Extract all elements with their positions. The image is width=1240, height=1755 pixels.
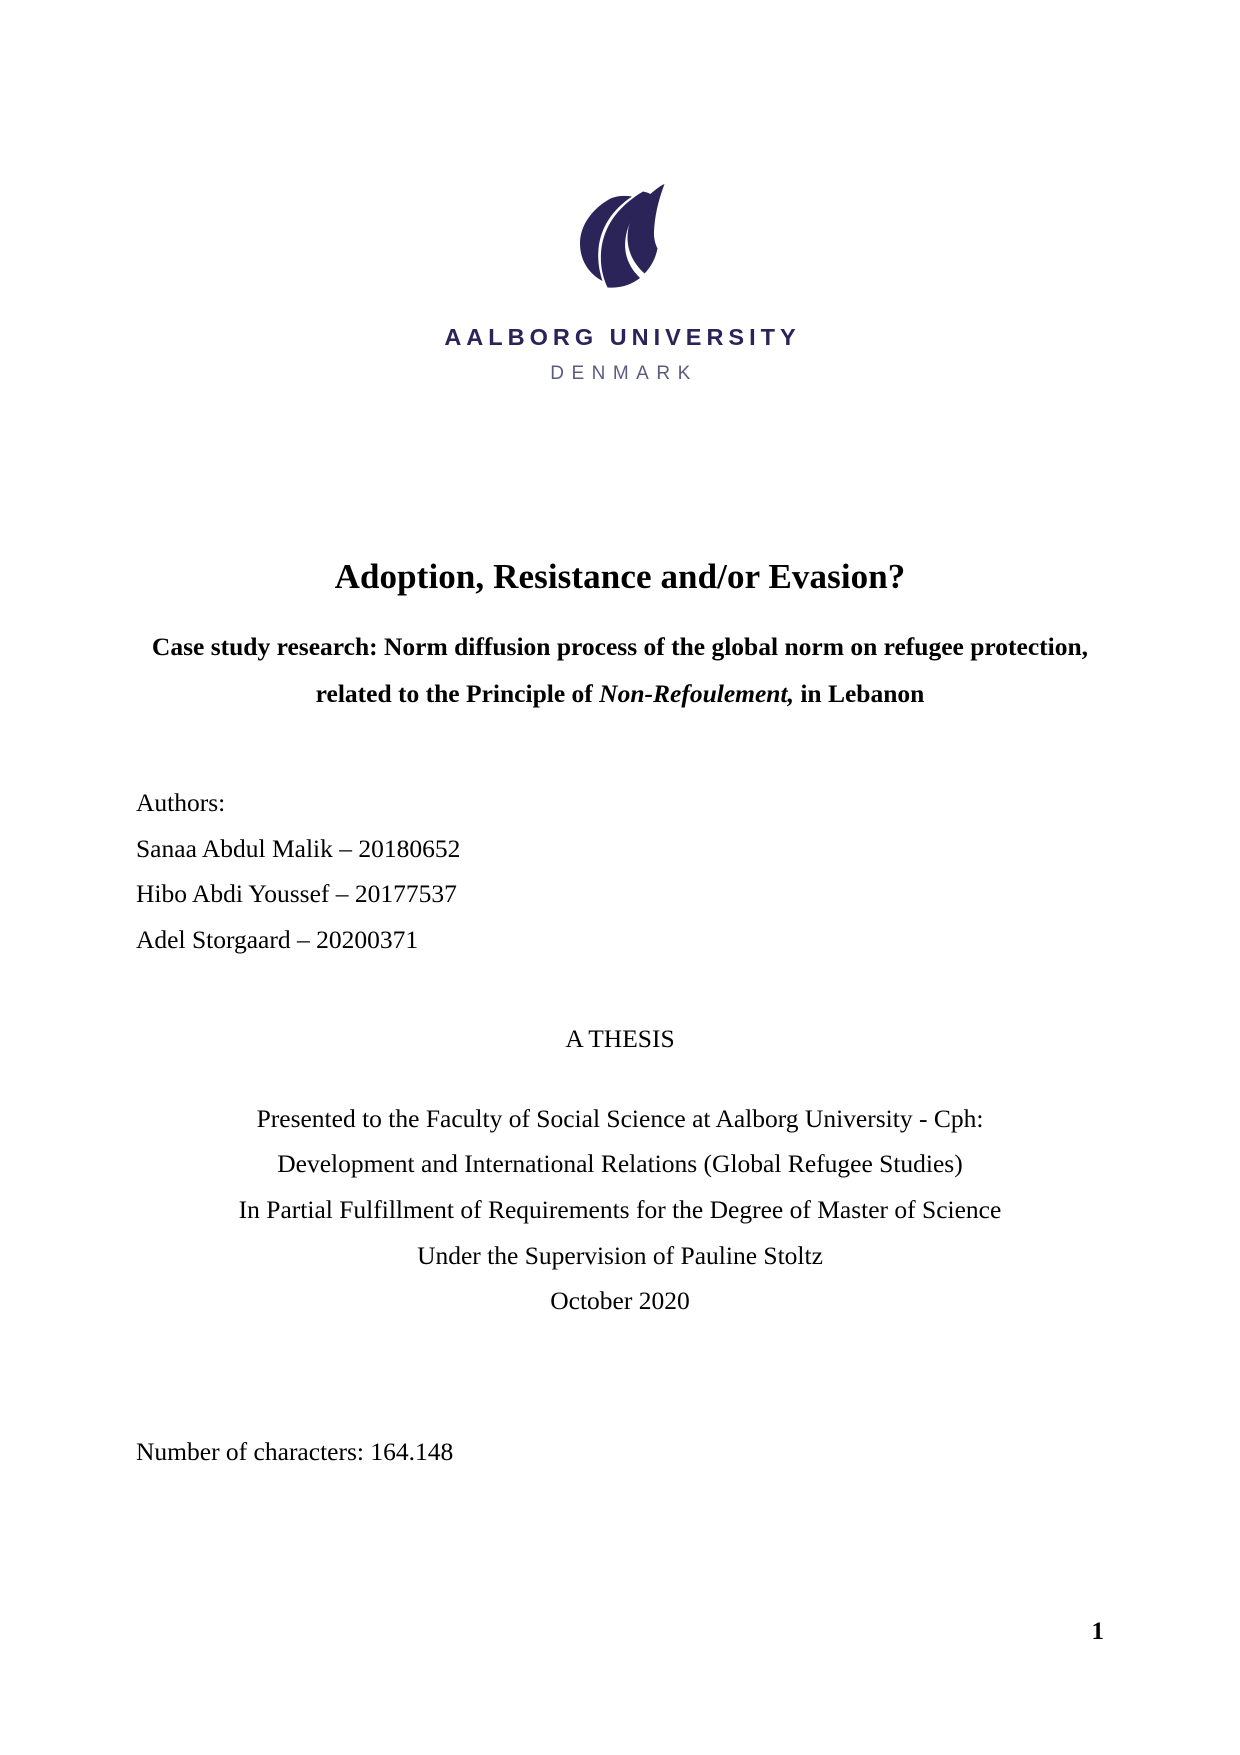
subtitle-line-2-after: in Lebanon: [793, 679, 925, 709]
thesis-line: October 2020: [550, 1286, 690, 1316]
thesis-statement-block: [120, 1016, 1120, 1324]
page-number: 1: [1091, 1618, 1104, 1645]
subtitle-line-2-before: protection, related to the Principle of: [315, 632, 1089, 709]
thesis-line: Under the Supervision of Pauline Stoltz: [417, 1240, 823, 1270]
page-subtitle: [134, 623, 1106, 717]
thesis-line: Development and International Relations (Global Refugee Studies): [277, 1149, 963, 1179]
university-logo-block: [0, 182, 1240, 383]
character-count: Number of characters: 164.148: [136, 1437, 454, 1466]
authors-heading: Authors:: [136, 788, 226, 817]
subtitle-line-1: Case study research: Norm diffusion process of the global norm on refugee: [151, 632, 964, 662]
thesis-line: Presented to the Faculty of Social Science at Aalborg University - Cph:: [256, 1103, 984, 1133]
thesis-label: A THESIS: [565, 1024, 675, 1053]
author-item: Hibo Abdi Youssef – 20177537: [136, 879, 457, 909]
title-area: [134, 556, 1106, 718]
page-title: Adoption, Resistance and/or Evasion?: [334, 557, 906, 596]
author-item: Sanaa Abdul Malik – 20180652: [136, 833, 461, 863]
author-item: Adel Storgaard – 20200371: [136, 924, 419, 954]
thesis-line: In Partial Fulfillment of Requirements for the Degree of Master of Science: [238, 1194, 1002, 1224]
subtitle-line-2-italic: Non-Refoulement,: [599, 679, 794, 709]
logo-wordmark: AALBORG UNIVERSITY: [444, 324, 801, 350]
logo-subword-denmark: DENMARK: [550, 362, 698, 384]
authors-block: [136, 780, 460, 963]
aalborg-university-seagull-logo-icon: [564, 182, 676, 298]
